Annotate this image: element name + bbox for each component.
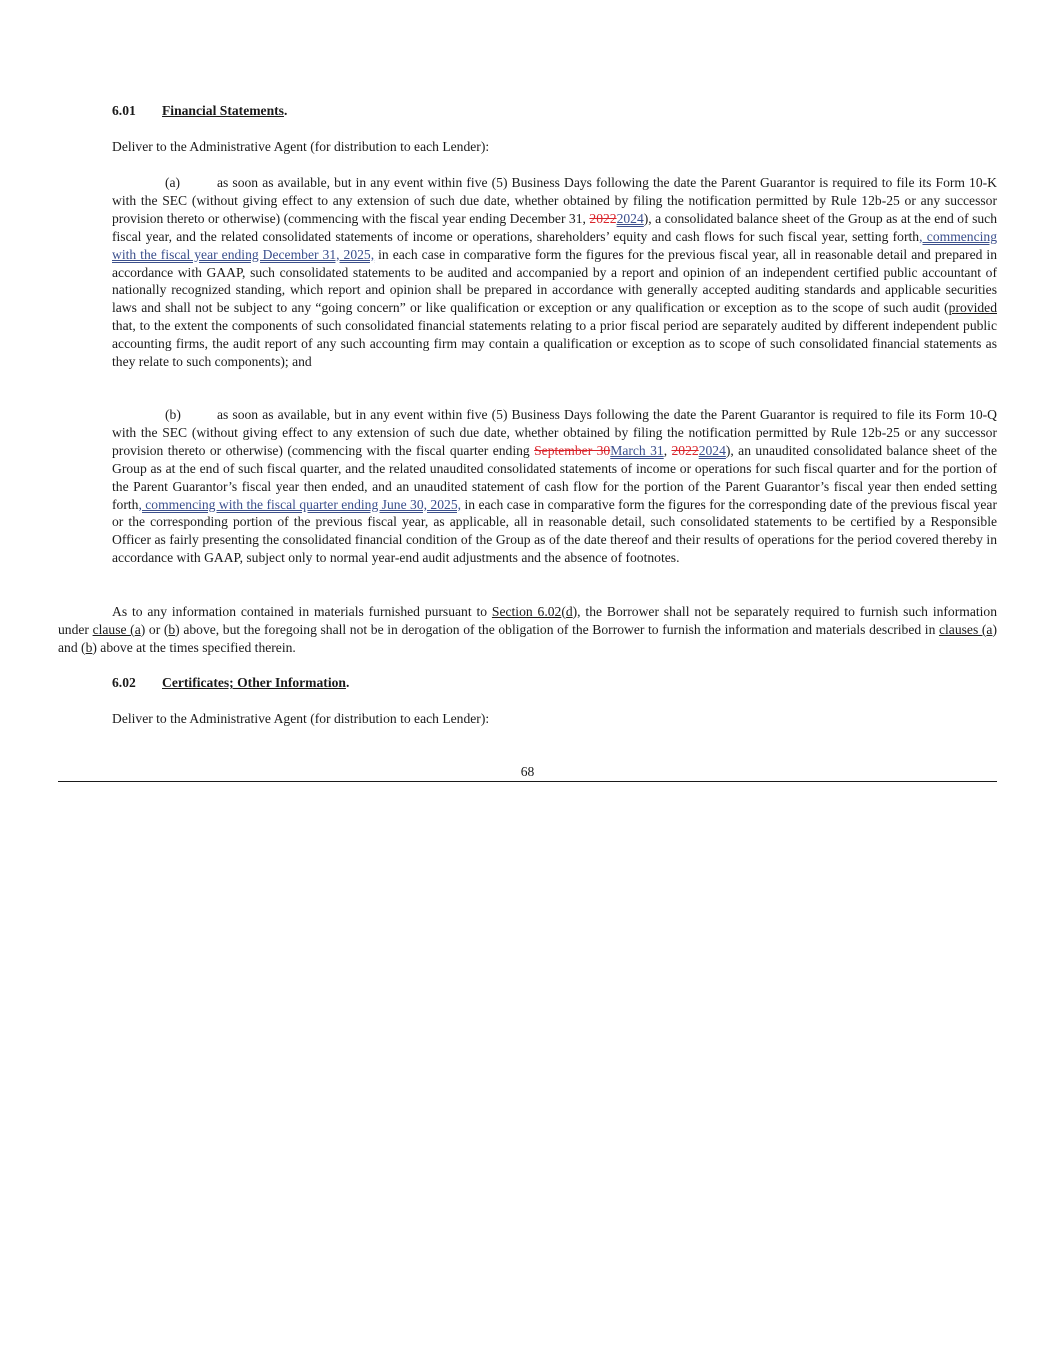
cross-reference: a bbox=[134, 621, 141, 637]
page-number: 68 bbox=[520, 764, 535, 779]
section-title: Financial Statements bbox=[162, 103, 284, 118]
inserted-text: 2024 bbox=[616, 210, 644, 226]
paragraph-a: (a) as soon as available, but in any event within five (5) Business Days following the date the Parent Guarantor is required to file its Form 10-K with the SEC (without giving effect to any extension of such due date, whether obtained by filing the notification permitted by Rule 12b-25 or any successor provision thereto or otherwise) (commencing with the fiscal year ending December 31, 20222024), a consolidated balance sheet of the Group as at the end of such fiscal year, and the related consolidated statements of income or operations, shareholders’ equity and cash flows for such fiscal year, setting forth, commencing with the fiscal year ending December 31, 2025, in each case in comparative form the figures for the previous fiscal year, all in reasonable detail and prepared in accordance with GAAP, such consolidated statements to be audited and accompanied by a report and opinion of an independent certified public accountant of nationally recognized standing, which report and opinion shall be prepared in accordance with generally accepted auditing standards and applicable securities laws and shall not be subject to any “going concern” or like qualification or exception or any qualification or exception as to the scope of such audit (provided that, to the extent the components of such consolidated financial statements relating to a prior fiscal period are separately audited by different independent public accounting firms, the audit report of any such accounting firm may contain a qualification or exception as to scope of such consolidated financial statements as they relate to such components); and bbox=[112, 175, 997, 370]
section-number: 6.01 bbox=[112, 103, 136, 118]
deleted-text: 2022 bbox=[671, 442, 699, 458]
cross-reference: b bbox=[168, 621, 176, 637]
deliver-intro-6-01: Deliver to the Administrative Agent (for distribution to each Lender): bbox=[112, 139, 490, 154]
section-number: 6.02 bbox=[112, 675, 136, 690]
cross-reference: clause ( bbox=[92, 621, 135, 637]
cross-reference: b bbox=[85, 639, 93, 655]
information-paragraph: As to any information contained in materials furnished pursuant to Section 6.02(d), the Borrower shall not be separately required to furnish such information under clause (a) or (b) above, but the foregoing shall not be in derogation of the obligation of the Borrower to furnish the information and materials described in clauses (a) and (b) above at the times specified therein. bbox=[58, 604, 998, 655]
section-title: Certificates; Other Information bbox=[162, 675, 346, 690]
section-heading-6-01: 6.01 Financial Statements. bbox=[112, 103, 288, 118]
section-heading-6-02: 6.02 Certificates; Other Information. bbox=[112, 675, 350, 690]
paragraph-label-a: (a) bbox=[165, 175, 181, 190]
paragraph-label-b: (b) bbox=[165, 407, 181, 422]
paragraph-b: (b) as soon as available, but in any event within five (5) Business Days following the date the Parent Guarantor is required to file its Form 10-Q with the SEC (without giving effect to any extension of such due date, whether obtained by filing the notification permitted by Rule 12b-25 or any successor provision thereto or otherwise) (commencing with the fiscal quarter ending September 30March 31, 20222024), an unaudited consolidated balance sheet of the Group as at the end of such fiscal quarter, and the related unaudited consolidated statements of income or operations for such fiscal quarter and for the portion of the Parent Guarantor’s fiscal year then ended, and an unaudited statement of cash flow for the portion of the Parent Guarantor’s fiscal year then ended setting forth, commencing with the fiscal quarter ending June 30, 2025, in each case in comparative form the figures for the corresponding date of the previous fiscal year or the corresponding portion of the previous fiscal year, as applicable, all in reasonable detail, such consolidated statements to be certified by a Responsible Officer as fairly presenting the consolidated financial condition of the Group as of the date thereof and their results of operations for the period covered thereby in accordance with GAAP, subject only to normal year-end audit adjustments and the absence of footnotes. bbox=[112, 407, 998, 566]
inserted-text: , commencing with the fiscal year ending December 31, 2025, bbox=[112, 228, 997, 262]
inserted-text: March 31 bbox=[610, 442, 664, 458]
deleted-text: 2022 bbox=[589, 210, 617, 226]
cross-reference: Section 6.02 bbox=[491, 604, 562, 619]
deliver-intro-6-02: Deliver to the Administrative Agent (for distribution to each Lender): bbox=[112, 711, 490, 726]
cross-reference: clauses ( bbox=[939, 621, 987, 637]
provided-term: provided bbox=[948, 300, 997, 316]
footer-rule bbox=[58, 781, 997, 782]
deleted-text: September 30 bbox=[534, 442, 611, 458]
inserted-text: , commencing with the fiscal quarter ending June 30, 2025, bbox=[138, 496, 462, 512]
cross-reference: d bbox=[565, 604, 573, 619]
inserted-text: 2024 bbox=[698, 442, 726, 458]
cross-reference: a bbox=[986, 621, 993, 637]
